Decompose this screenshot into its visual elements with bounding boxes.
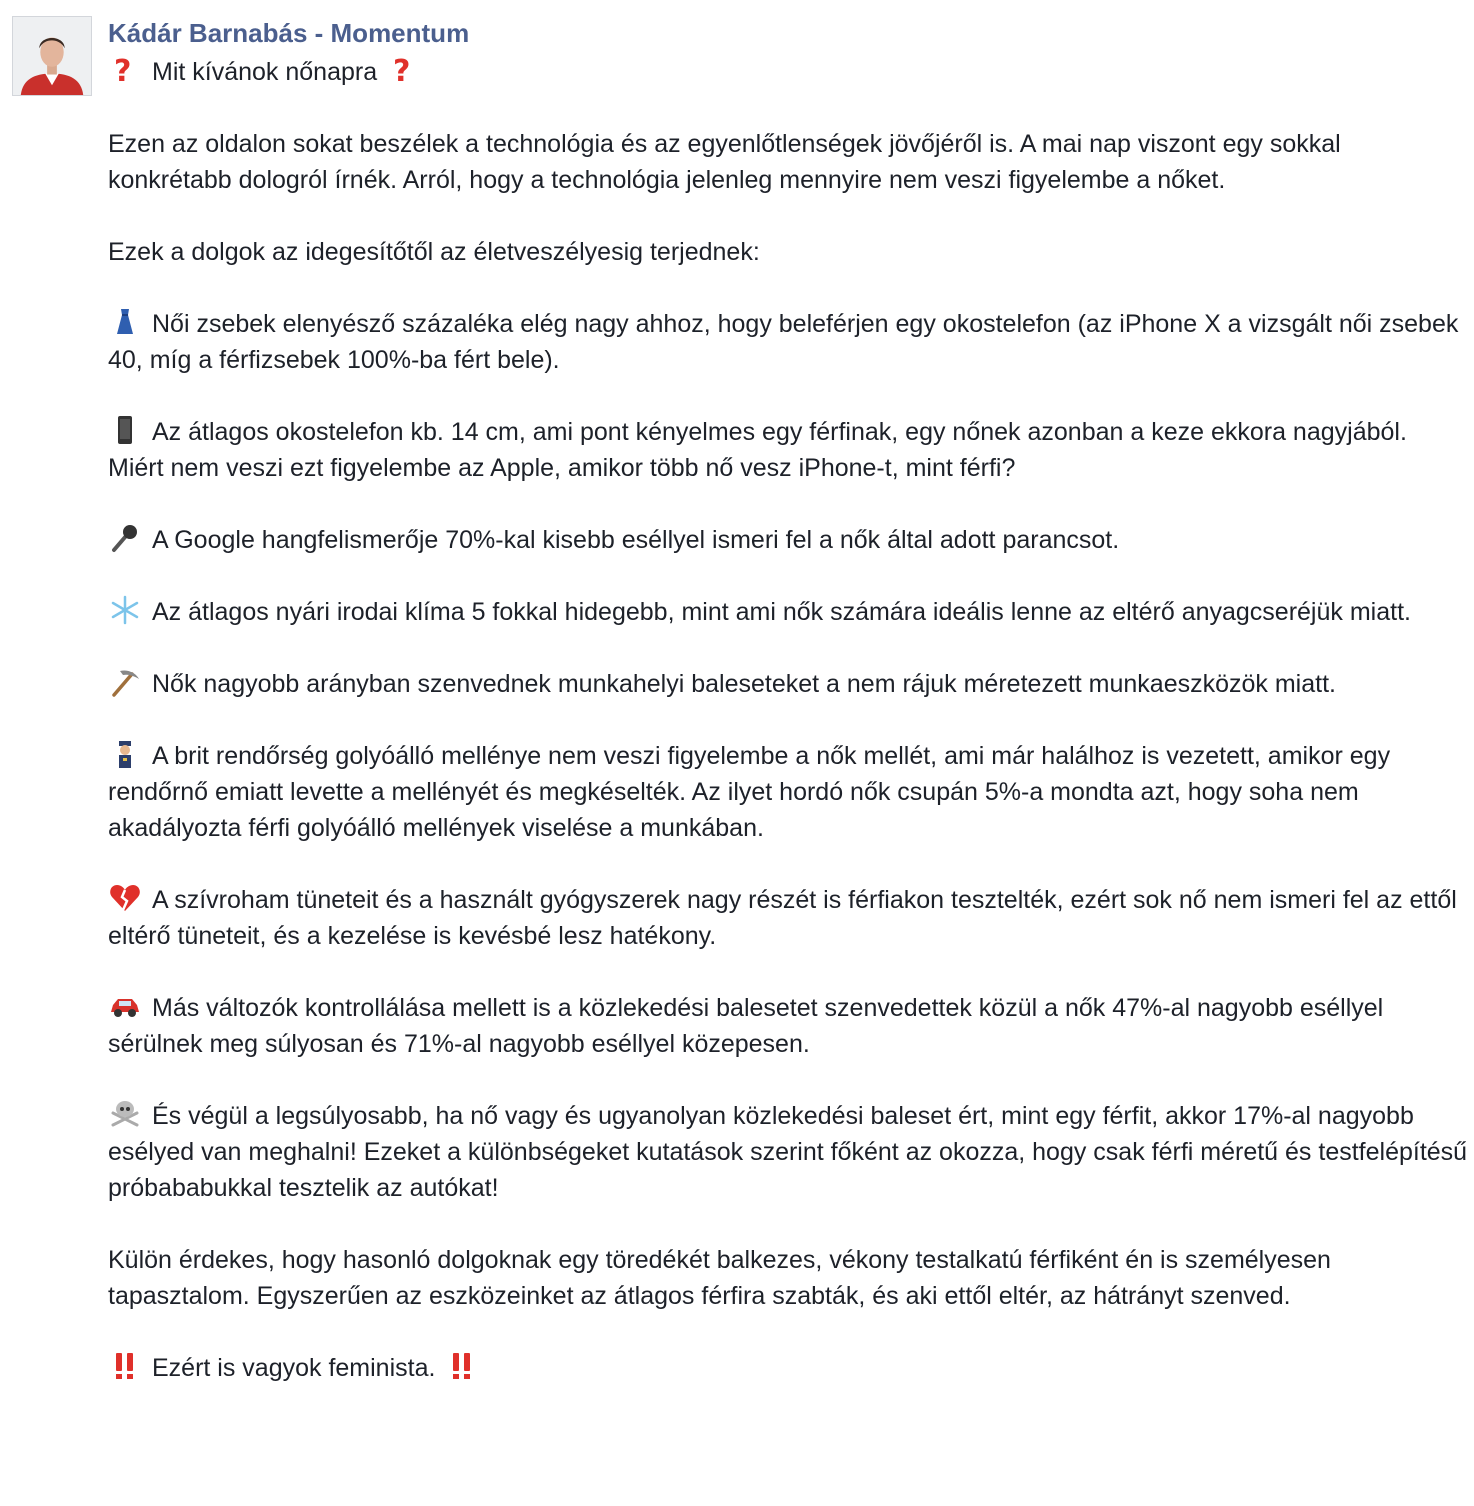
post-signoff-line [108,1350,1468,1386]
pick-icon [108,667,142,697]
author-name[interactable]: Kádár Barnabás - Momentum [108,18,470,48]
dress-icon [108,307,142,337]
double-exclamation-icon [108,1351,142,1381]
post-lead: Ezek a dolgok az idegesítőtől az életveszélyesig terjednek: [108,238,760,266]
list-item: Az átlagos okostelefon kb. 14 cm, ami pont kényelmes egy férfinak, egy nőnek azonban a keze ekkora nagyjából. Miért nem veszi ezt figyelembe az Apple, amikor több nő vesz iPhone-t, mint férfi? [108,414,1468,486]
post-signoff: Ezért is vagyok feminista. [152,1354,436,1382]
list-item: A szívroham tüneteit és a használt gyógyszerek nagy részét is férfiakon tesztelték, ezért sok nő nem ismeri fel az ettől eltérő tüneteit, és a kezelése is kevésbé lesz hatékony. [108,882,1468,954]
list-item: Női zsebek elenyésző százaléka elég nagy ahhoz, hogy beleférjen egy okostelefon (az iPhone X a vizsgált női zsebek 40, míg a férfizsebek 100%-ba fért bele). [108,306,1468,378]
avatar[interactable] [12,16,92,96]
list-item: És végül a legsúlyosabb, ha nő vagy és ugyanolyan közlekedési baleset ért, mint egy férfit, akkor 17%-al nagyobb esélyed van meghalni! Ezeket a különbségeket kutatások szerint főként az okozza, hogy csak férfi méretű és testfelépítésű próbababukkal tesztelik az autókat! [108,1098,1468,1206]
list-item: Nők nagyobb arányban szenvednek munkahelyi baleseteket a nem rájuk méretezett munkaeszközök miatt. [108,666,1468,702]
car-icon [108,991,142,1021]
broken-heart-icon [108,883,142,913]
list-item: Más változók kontrollálása mellett is a közlekedési balesetet szenvedettek közül a nők 47%-al nagyobb eséllyel sérülnek meg súlyosan és 71%-al nagyobb eséllyel közepesen. [108,990,1468,1062]
snowflake-icon [108,595,142,625]
microphone-icon [108,523,142,553]
post-closing: Külön érdekes, hogy hasonló dolgoknak egy töredékét balkezes, vékony testalkatú férfiként én is személyesen tapasztalom. Egyszerűen az eszközeinket az átlagos férfira szabták, és aki ettől eltér, az hátrányt szenved. [108,1246,1331,1310]
police-officer-icon [108,739,142,769]
list-item: A brit rendőrség golyóálló mellénye nem veszi figyelembe a nők mellét, ami már halálhoz is vezetett, amikor egy rendőrnő emiatt levette a mellényét és megkéselték. Az ilyet hordó nők csupán 5%-a mondta azt, hogy soha nem akadályozta férfi golyóálló mellények viselése a munkában. [108,738,1468,846]
svg-text:?: ? [393,55,411,85]
question-mark-icon [387,55,421,85]
list-item: A Google hangfelismerője 70%-kal kisebb eséllyel ismeri fel a nők által adott parancsot. [108,522,1468,558]
post-body [108,54,1468,1386]
post-intro: Ezen az oldalon sokat beszélek a technológia és az egyenlőtlenségek jövőjéről is. A mai nap viszont egy sokkal konkrétabb dologról írnék. Arról, hogy a technológia jelenleg mennyire nem veszi figyelembe a nőket. [108,130,1341,194]
question-mark-icon [108,55,142,85]
double-exclamation-icon [445,1351,479,1381]
post-title-line [108,54,1468,90]
smartphone-icon [108,415,142,445]
post-title: Mit kívánok nőnapra [152,58,378,86]
skull-crossbones-icon [108,1099,142,1129]
profile-photo [13,17,91,95]
svg-text:?: ? [114,55,132,85]
list-item: Az átlagos nyári irodai klíma 5 fokkal hidegebb, mint ami nők számára ideális lenne az eltérő anyagcseréjük miatt. [108,594,1468,630]
